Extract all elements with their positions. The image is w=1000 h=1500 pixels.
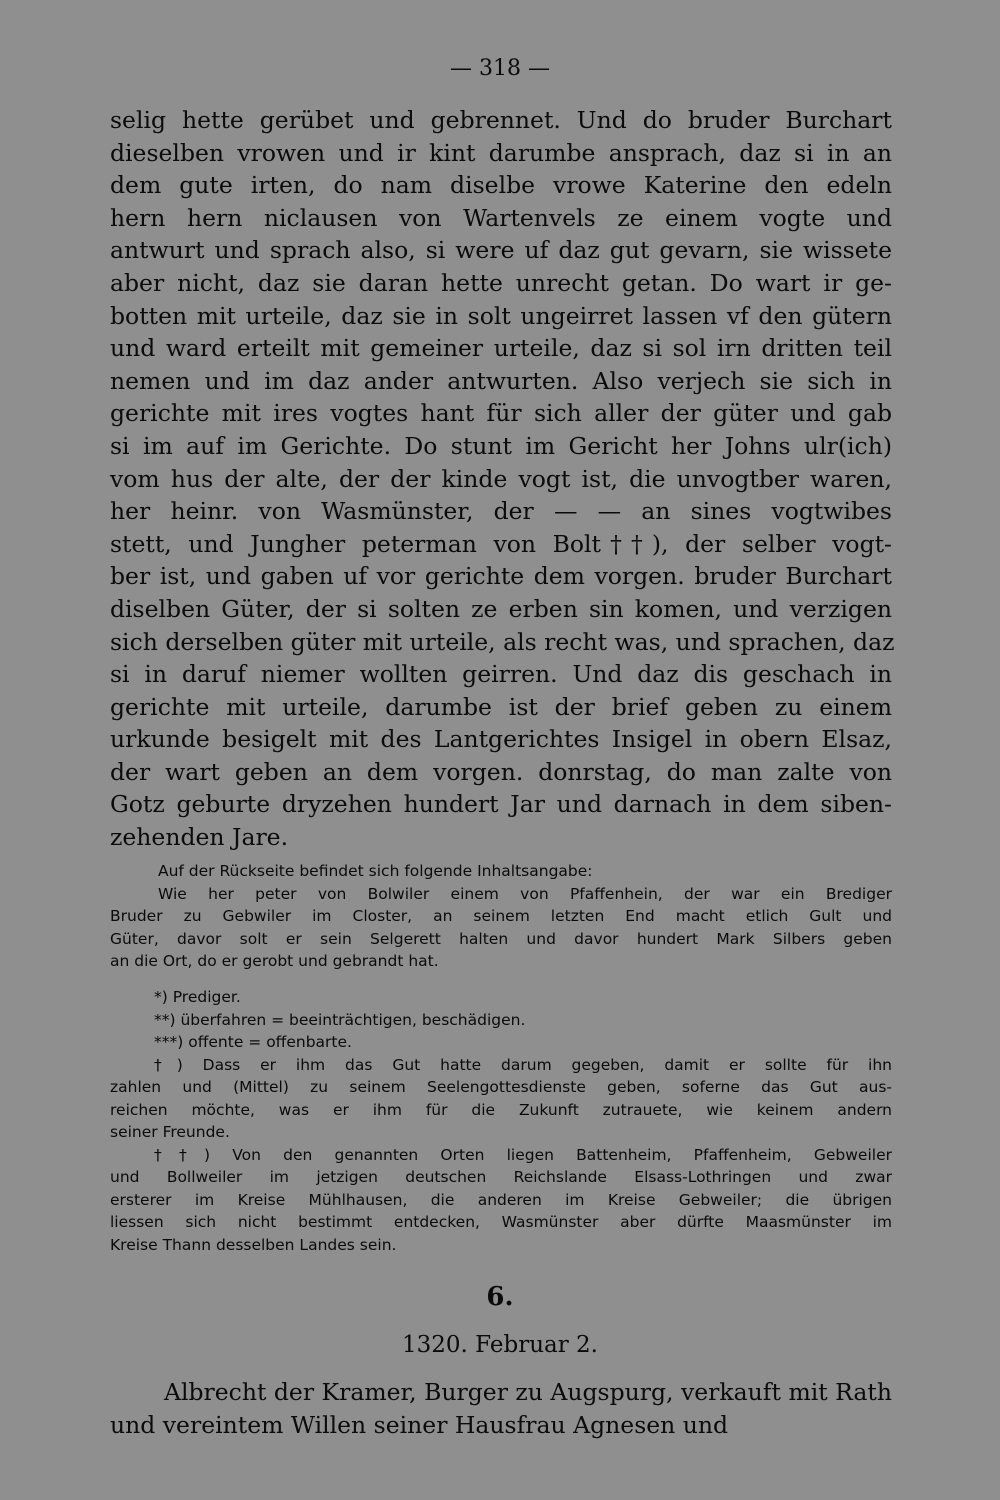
text-line: selig hette gerübet und gebrennet. Und do bruder Burchart [110, 106, 892, 134]
section-number: 6. [486, 1282, 514, 1312]
text-line: antwurt und sprach also, si were uf daz gut gevarn, sie wissete [110, 236, 892, 265]
summary-line: Bruder zu Gebwiler im Closter, an seinem letzten End macht etlich Gult und [110, 907, 892, 925]
section-date: 1320. Februar 2. [402, 1332, 598, 1358]
text-line: der wart geben an dem vorgen. donrstag, do man zalte von [110, 757, 892, 786]
footnote-4 [110, 1054, 892, 1144]
footnote-line: ††) Von den genannten Orten liegen Battenheim, Pfaffenheim, Gebweiler [154, 1145, 892, 1164]
summary-line: Wie her peter von Bolwiler einem von Pfaffenhein, der war ein Brediger [158, 884, 892, 903]
text-line: und ward erteilt mit gemeiner urteile, daz si sol irn dritten teil [110, 334, 892, 363]
text-line: si im auf im Gerichte. Do stunt im Gericht her Johns ulr(ich) [110, 431, 892, 460]
text-line: zehenden Jare. [110, 823, 289, 852]
footnote-line: †) Dass er ihm das Gut hatte darum gegeben, damit er sollte für ihn [154, 1055, 892, 1074]
footnotes [110, 986, 892, 1256]
text-line: diselben Güter, der si solten ze erben sin komen, und verzigen [110, 594, 892, 623]
footnote-line: liessen sich nicht bestimmt entdecken, Wasmünster aber dürfte Maasmünster im [110, 1213, 892, 1231]
text-line: mit Rath und vereintem Willen seiner Hausfrau Agnesen und [110, 1378, 892, 1439]
text-line: sich derselben güter mit urteile, als recht was, und sprachen, daz [110, 627, 895, 656]
text-line: gerichte mit urteile, darumbe ist der brief geben zu einem [110, 692, 892, 721]
text-line: nemen und im daz ander antwurten. Also verjech sie sich in [110, 366, 892, 395]
footnote-2: **) überfahren = beeinträchtigen, beschädigen. [154, 1010, 526, 1029]
footnote-line: reichen möchte, was er ihm für die Zukunft zutrauete, wie keinem andern [110, 1100, 892, 1119]
summary-line: Güter, davor solt er sein Selgerett halten und davor hundert Mark Silbers geben [110, 929, 892, 948]
text-line: botten mit urteile, daz sie in solt ungeirret lassen vf den gütern [110, 301, 892, 330]
footnote-line: zahlen und (Mittel) zu seinem Seelengottesdienste geben, soferne das Gut aus- [110, 1078, 892, 1096]
footnote-line: Kreise Thann desselben Landes sein. [110, 1235, 397, 1254]
summary-line: an die Ort, do er gerobt und gebrandt hat. [110, 952, 439, 970]
text-line: gerichte mit ires vogtes hant für sich aller der güter und gab [110, 399, 892, 428]
text-line: si in daruf niemer wollten geirren. Und daz dis geschach in [110, 660, 892, 689]
back-summary [110, 860, 892, 973]
text-line: urkunde besigelt mit des Lantgerichtes Insigel in obern Elsaz, [110, 725, 892, 754]
text-line: Gotz geburte dryzehen hundert Jar und darnach in dem siben- [110, 790, 892, 819]
page-number: — 318 — [450, 56, 550, 81]
footnote-3: ***) offente = offenbarte. [154, 1033, 352, 1051]
text-line: dem gute irten, do nam diselbe vrowe Katerine den edeln [110, 171, 892, 200]
text-line: vom hus der alte, der der kinde vogt ist, die unvogtber waren, [110, 464, 892, 493]
text-line: ber ist, und gaben uf vor gerichte dem vorgen. bruder Burchart [110, 562, 892, 591]
text-line: aber nicht, daz sie daran hette unrecht getan. Do wart ir ge- [110, 268, 892, 297]
footnote-line: ersterer im Kreise Mühlhausen, die anderen im Kreise Gebweiler; die übrigen [110, 1190, 892, 1209]
footnote-1: *) Prediger. [154, 988, 241, 1006]
footnote-line: und Bollweiler im jetzigen deutschen Reichslande Elsass-Lothringen und zwar [110, 1168, 892, 1186]
summary-heading: Auf der Rückseite befindet sich folgende Inhaltsangabe: [158, 862, 593, 880]
main-text [110, 104, 895, 854]
text-line: Albrecht der Kramer, Burger zu Augspurg, verkauft [164, 1378, 781, 1406]
footnote-5 [110, 1144, 892, 1257]
text-line: hern hern niclausen von Wartenvels ze einem vogte und [110, 203, 892, 232]
text-line: her heinr. von Wasmünster, der — — an sines vogtwibes [110, 497, 892, 526]
text-line: dieselben vrowen und ir kint darumbe ansprach, daz si in an [110, 138, 892, 167]
section-text [110, 1376, 892, 1442]
footnote-line: seiner Freunde. [110, 1123, 230, 1141]
text-line: stett, und Jungher peterman von Bolt††), der selber vogt- [110, 529, 892, 558]
